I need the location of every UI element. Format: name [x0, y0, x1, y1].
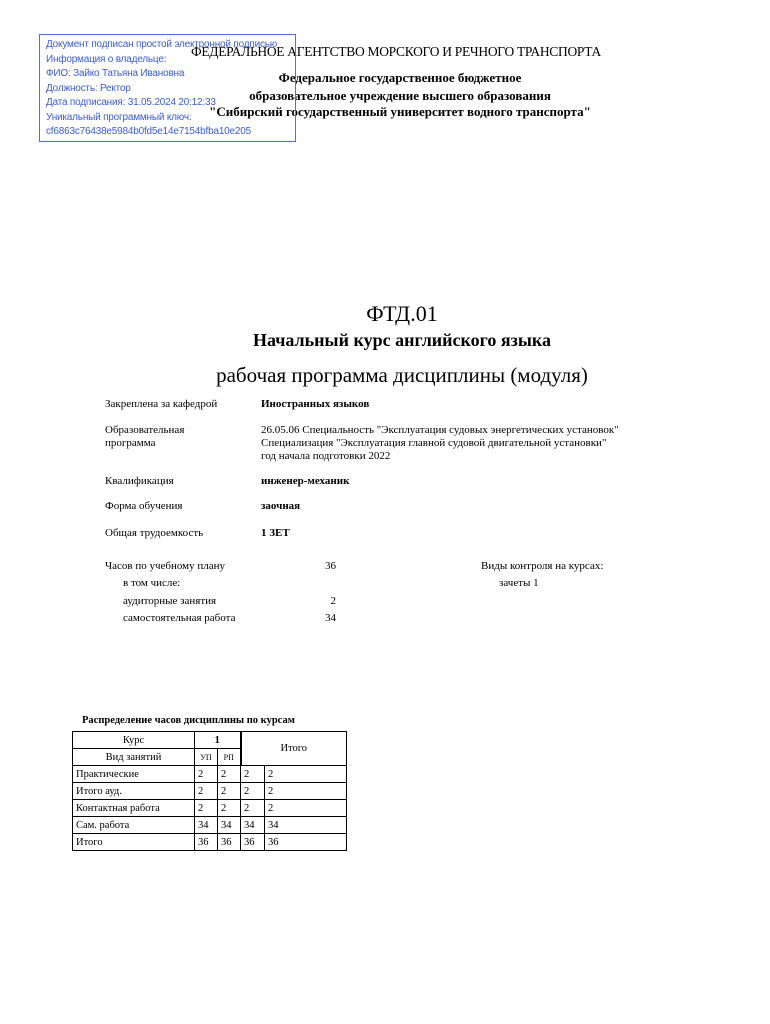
workload-label: Общая трудоемкость: [105, 527, 204, 539]
table-row: [73, 834, 347, 851]
cell-total-rp: 34: [265, 817, 347, 834]
plan-hours-label: Часов по учебному плану: [105, 560, 226, 572]
cell-total-rp: 2: [265, 800, 347, 817]
form-label: Форма обучения: [105, 500, 183, 512]
discipline-name: Начальный курс английского языка: [252, 330, 552, 350]
cell-up: 36: [195, 834, 218, 851]
plan-hours-value: 36: [325, 560, 336, 572]
selfwork-label: самостоятельная работа: [123, 612, 236, 624]
table-row: [73, 783, 347, 800]
course-number: 1: [195, 732, 241, 749]
agency-name: ФЕДЕРАЛЬНОЕ АГЕНТСТВО МОРСКОГО И РЕЧНОГО ТРАНСПОРТА: [190, 44, 601, 59]
table-caption: Распределение часов дисциплины по курсам: [82, 715, 295, 726]
cell-total-up: 34: [241, 817, 265, 834]
qualification-value: инженер-механик: [261, 475, 350, 487]
department-label: Закреплена за кафедрой: [105, 398, 218, 410]
table-header-row: [73, 732, 347, 749]
cell-total-up: 36: [241, 834, 265, 851]
row-name: Практические: [73, 766, 195, 783]
row-name: Контактная работа: [73, 800, 195, 817]
stamp-line: cf6863c76438e5984b0fd5e14e7154bfba10e205: [46, 126, 251, 137]
table-row: [73, 817, 347, 834]
cell-up: 2: [195, 800, 218, 817]
selfwork-value: 34: [325, 612, 336, 624]
table-row: [73, 800, 347, 817]
total-header: Итого: [241, 732, 347, 766]
cell-up: 34: [195, 817, 218, 834]
cell-up: 2: [195, 783, 218, 800]
hours-distribution-table: [72, 731, 347, 851]
control-value: зачеты 1: [499, 577, 539, 589]
cell-total-up: 2: [241, 766, 265, 783]
stamp-line: Документ подписан простой электронной подписью: [46, 39, 278, 50]
program-label: программа: [105, 437, 156, 449]
classroom-label: аудиторные занятия: [123, 595, 217, 607]
kind-header: Вид занятий: [73, 749, 195, 766]
cell-total-rp: 36: [265, 834, 347, 851]
org-line: Федеральное государственное бюджетное: [278, 70, 522, 85]
qualification-label: Квалификация: [105, 475, 174, 487]
program-label: Образовательная: [105, 424, 185, 436]
cell-total-up: 2: [241, 800, 265, 817]
program-value: 26.05.06 Специальность "Эксплуатация судовых энергетических установок": [261, 424, 619, 436]
classroom-value: 2: [330, 595, 336, 607]
form-value: заочная: [261, 500, 301, 512]
control-label: Виды контроля на курсах:: [481, 560, 604, 572]
row-name: Итого ауд.: [73, 783, 195, 800]
discipline-code: ФТД.01: [366, 301, 438, 326]
cell-total-rp: 2: [265, 783, 347, 800]
cell-rp: 2: [218, 783, 241, 800]
row-name: Итого: [73, 834, 195, 851]
row-name: Сам. работа: [73, 817, 195, 834]
program-type: рабочая программа дисциплины (модуля): [216, 363, 588, 387]
program-value: год начала подготовки 2022: [261, 450, 391, 462]
cell-rp: 2: [218, 800, 241, 817]
up-header: УП: [195, 749, 218, 766]
org-line: "Сибирский государственный университет водного транспорта": [209, 104, 591, 119]
stamp-line: ФИО: Зайко Татьяна Ивановна: [46, 68, 185, 79]
stamp-line: Дата подписания: 31.05.2024 20:12:33: [46, 97, 216, 108]
workload-value: 1 ЗЕТ: [261, 527, 290, 539]
stamp-line: Должность: Ректор: [46, 82, 131, 94]
table-row: [73, 766, 347, 783]
department-value: Иностранных языков: [261, 398, 370, 410]
program-value: Специализация "Эксплуатация главной судовой двигательной установки": [261, 437, 607, 449]
rp-header: РП: [218, 749, 241, 766]
stamp-line: Информация о владельце:: [46, 53, 167, 65]
cell-rp: 2: [218, 766, 241, 783]
cell-rp: 34: [218, 817, 241, 834]
cell-up: 2: [195, 766, 218, 783]
cell-total-rp: 2: [265, 766, 347, 783]
course-header: Курс: [73, 732, 195, 749]
signature-stamp: [39, 34, 296, 142]
including-label: в том числе:: [123, 577, 181, 589]
cell-rp: 36: [218, 834, 241, 851]
org-line: образовательное учреждение высшего образования: [249, 88, 551, 103]
stamp-line: Уникальный программный ключ:: [46, 111, 192, 123]
cell-total-up: 2: [241, 783, 265, 800]
